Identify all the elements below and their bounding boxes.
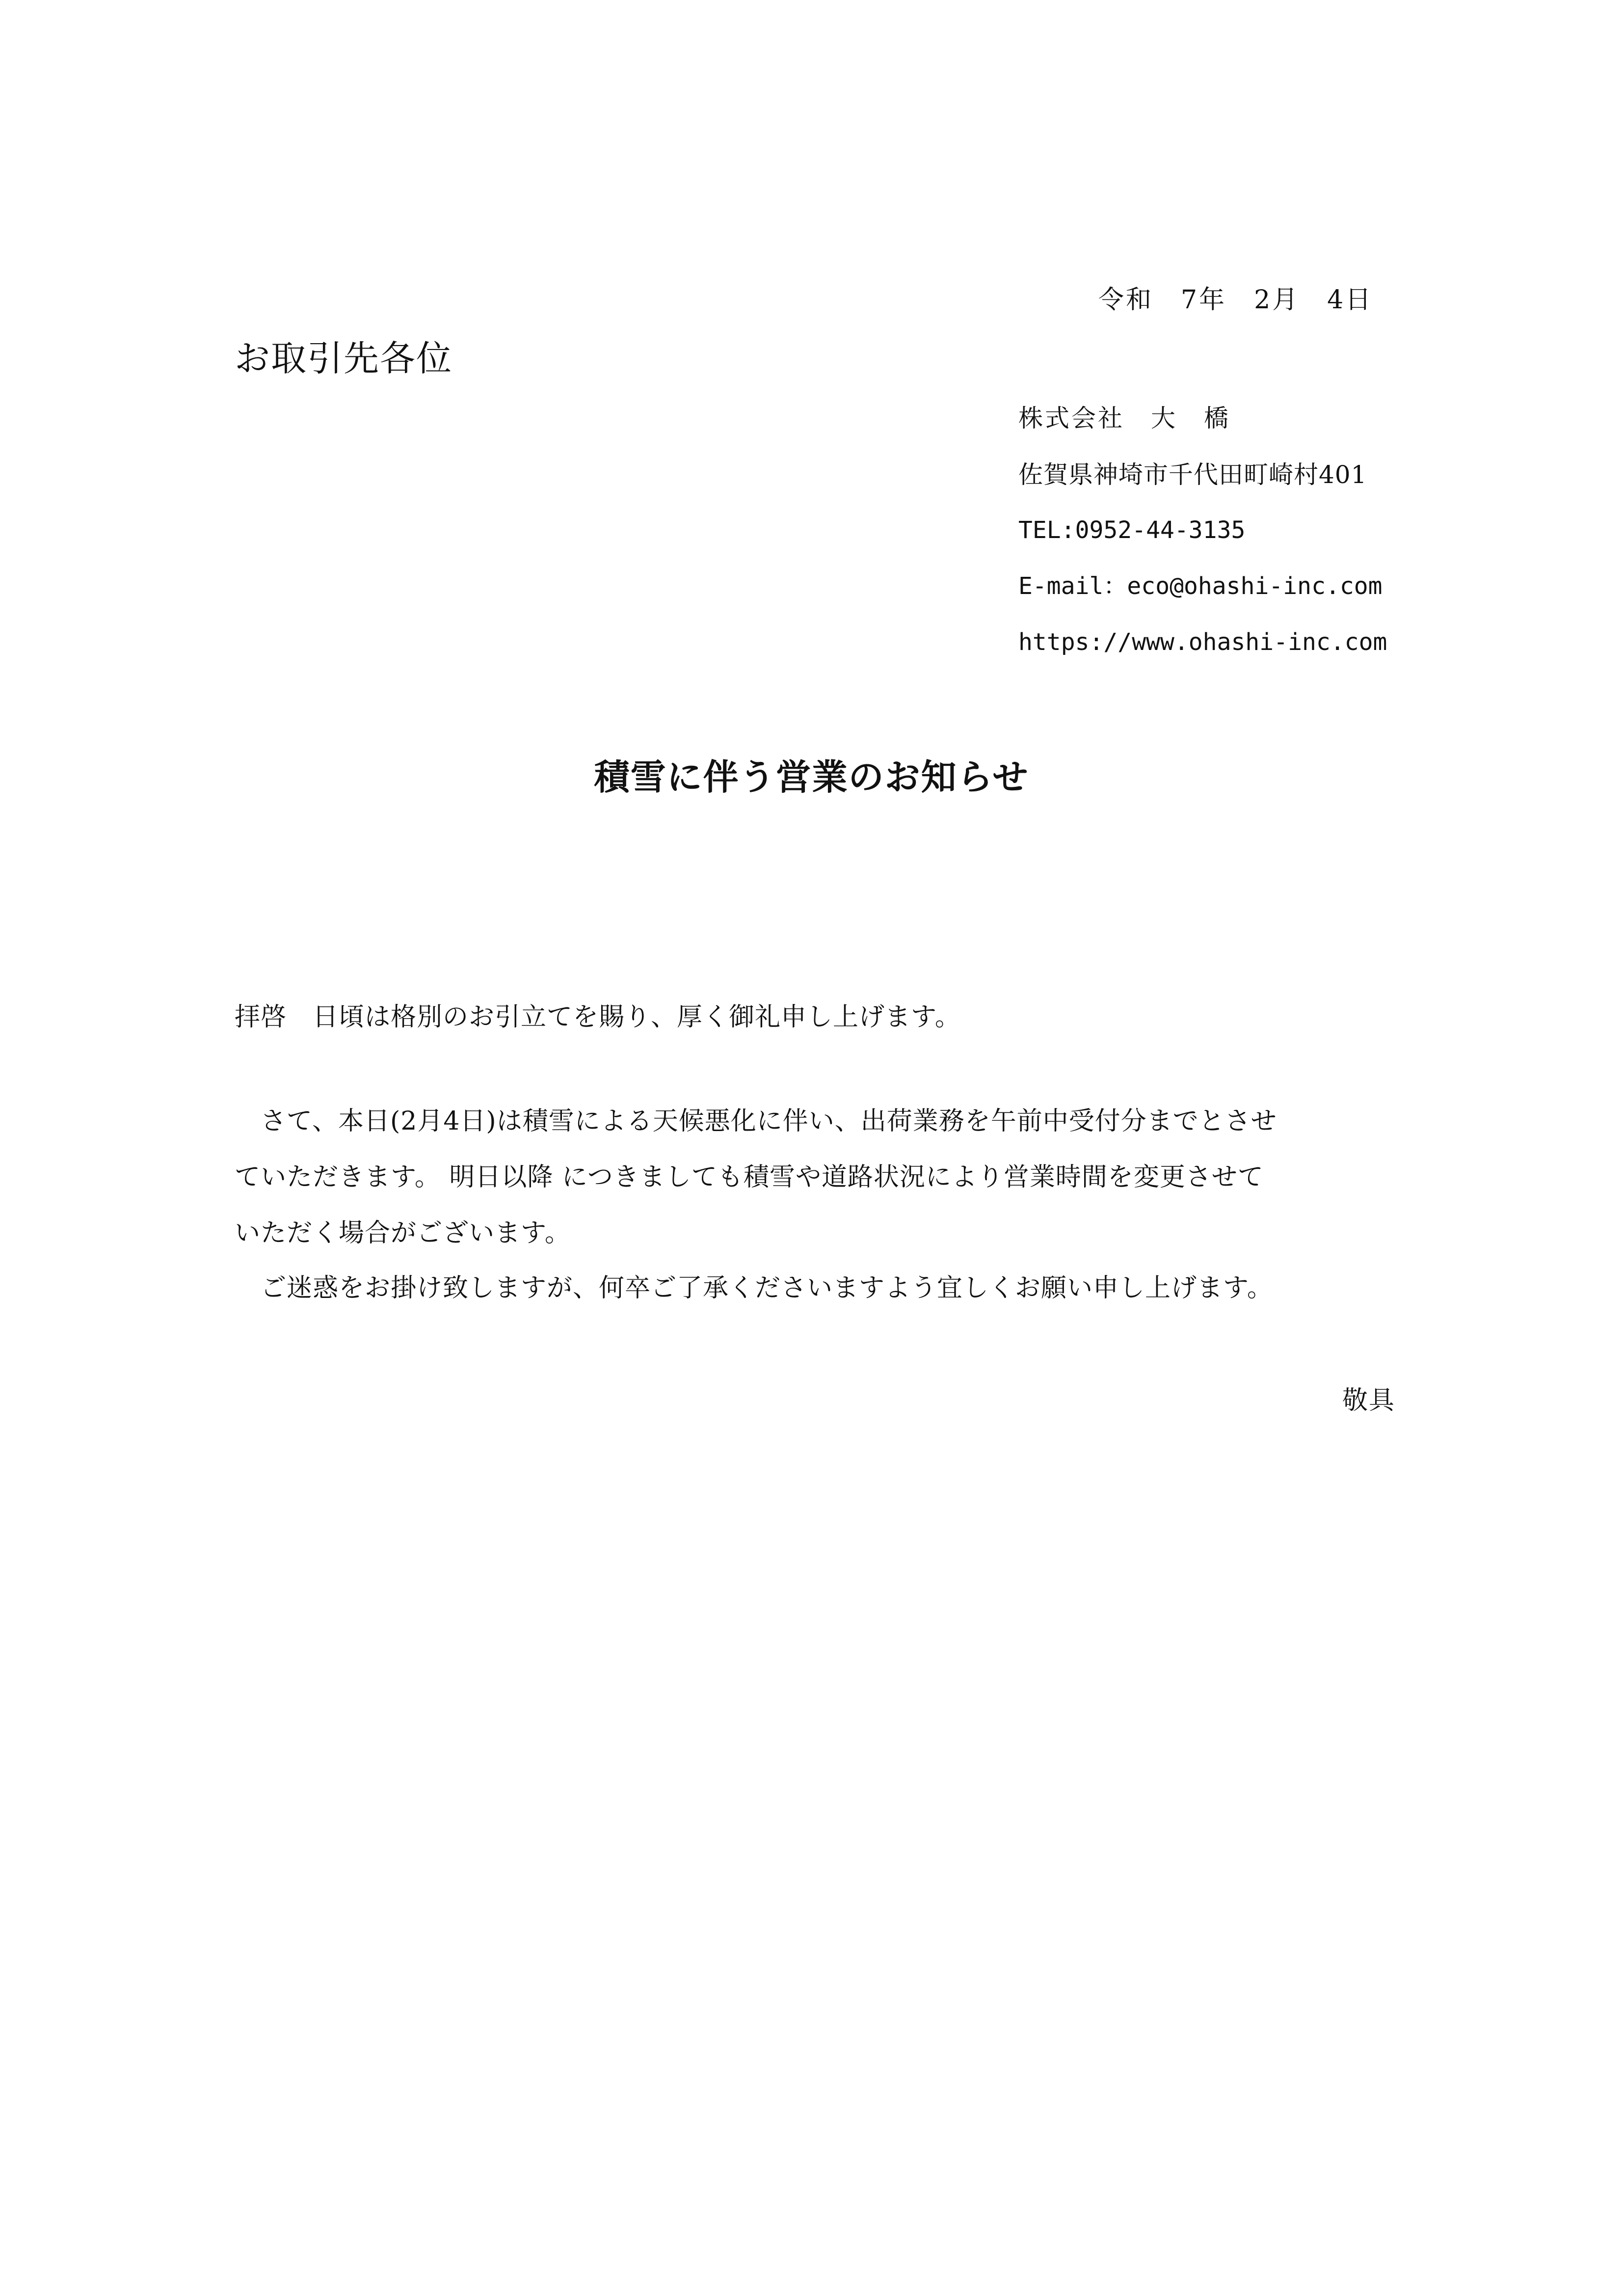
notice-title: 積雪に伴う営業のお知らせ — [594, 756, 1029, 798]
letter-date: 令和 7年 2月 4日 — [1098, 285, 1373, 315]
sender-tel: TEL:0952-44-3135 — [1018, 516, 1246, 544]
recipient-line: お取引先各位 — [235, 338, 453, 379]
sender-company: 株式会社 大 橋 — [1018, 404, 1230, 432]
paragraph-line: いただく場合がございます。 — [235, 1218, 571, 1248]
paragraph-line: ていただきます。 明日以降 につきましても積雪や道路状況により営業時間を変更させて — [235, 1162, 1264, 1192]
sender-url: https://www.ohashi-inc.com — [1018, 628, 1387, 656]
sender-address: 佐賀県神埼市千代田町崎村401 — [1018, 460, 1367, 489]
closing-word: 敬具 — [1342, 1386, 1396, 1415]
apology-line: ご迷惑をお掛け致しますが、何卒ご了承くださいますよう宜しくお願い申し上げます。 — [235, 1273, 1273, 1303]
greeting-line: 拝啓 日頃は格別のお引立てを賜り、厚く御礼申し上げます。 — [235, 1002, 961, 1032]
sender-email: E-mail：eco@ohashi-inc.com — [1018, 572, 1383, 600]
paragraph-line: さて、本日(2月4日)は積雪による天候悪化に伴い、出荷業務を午前中受付分までとさせ — [235, 1107, 1277, 1136]
